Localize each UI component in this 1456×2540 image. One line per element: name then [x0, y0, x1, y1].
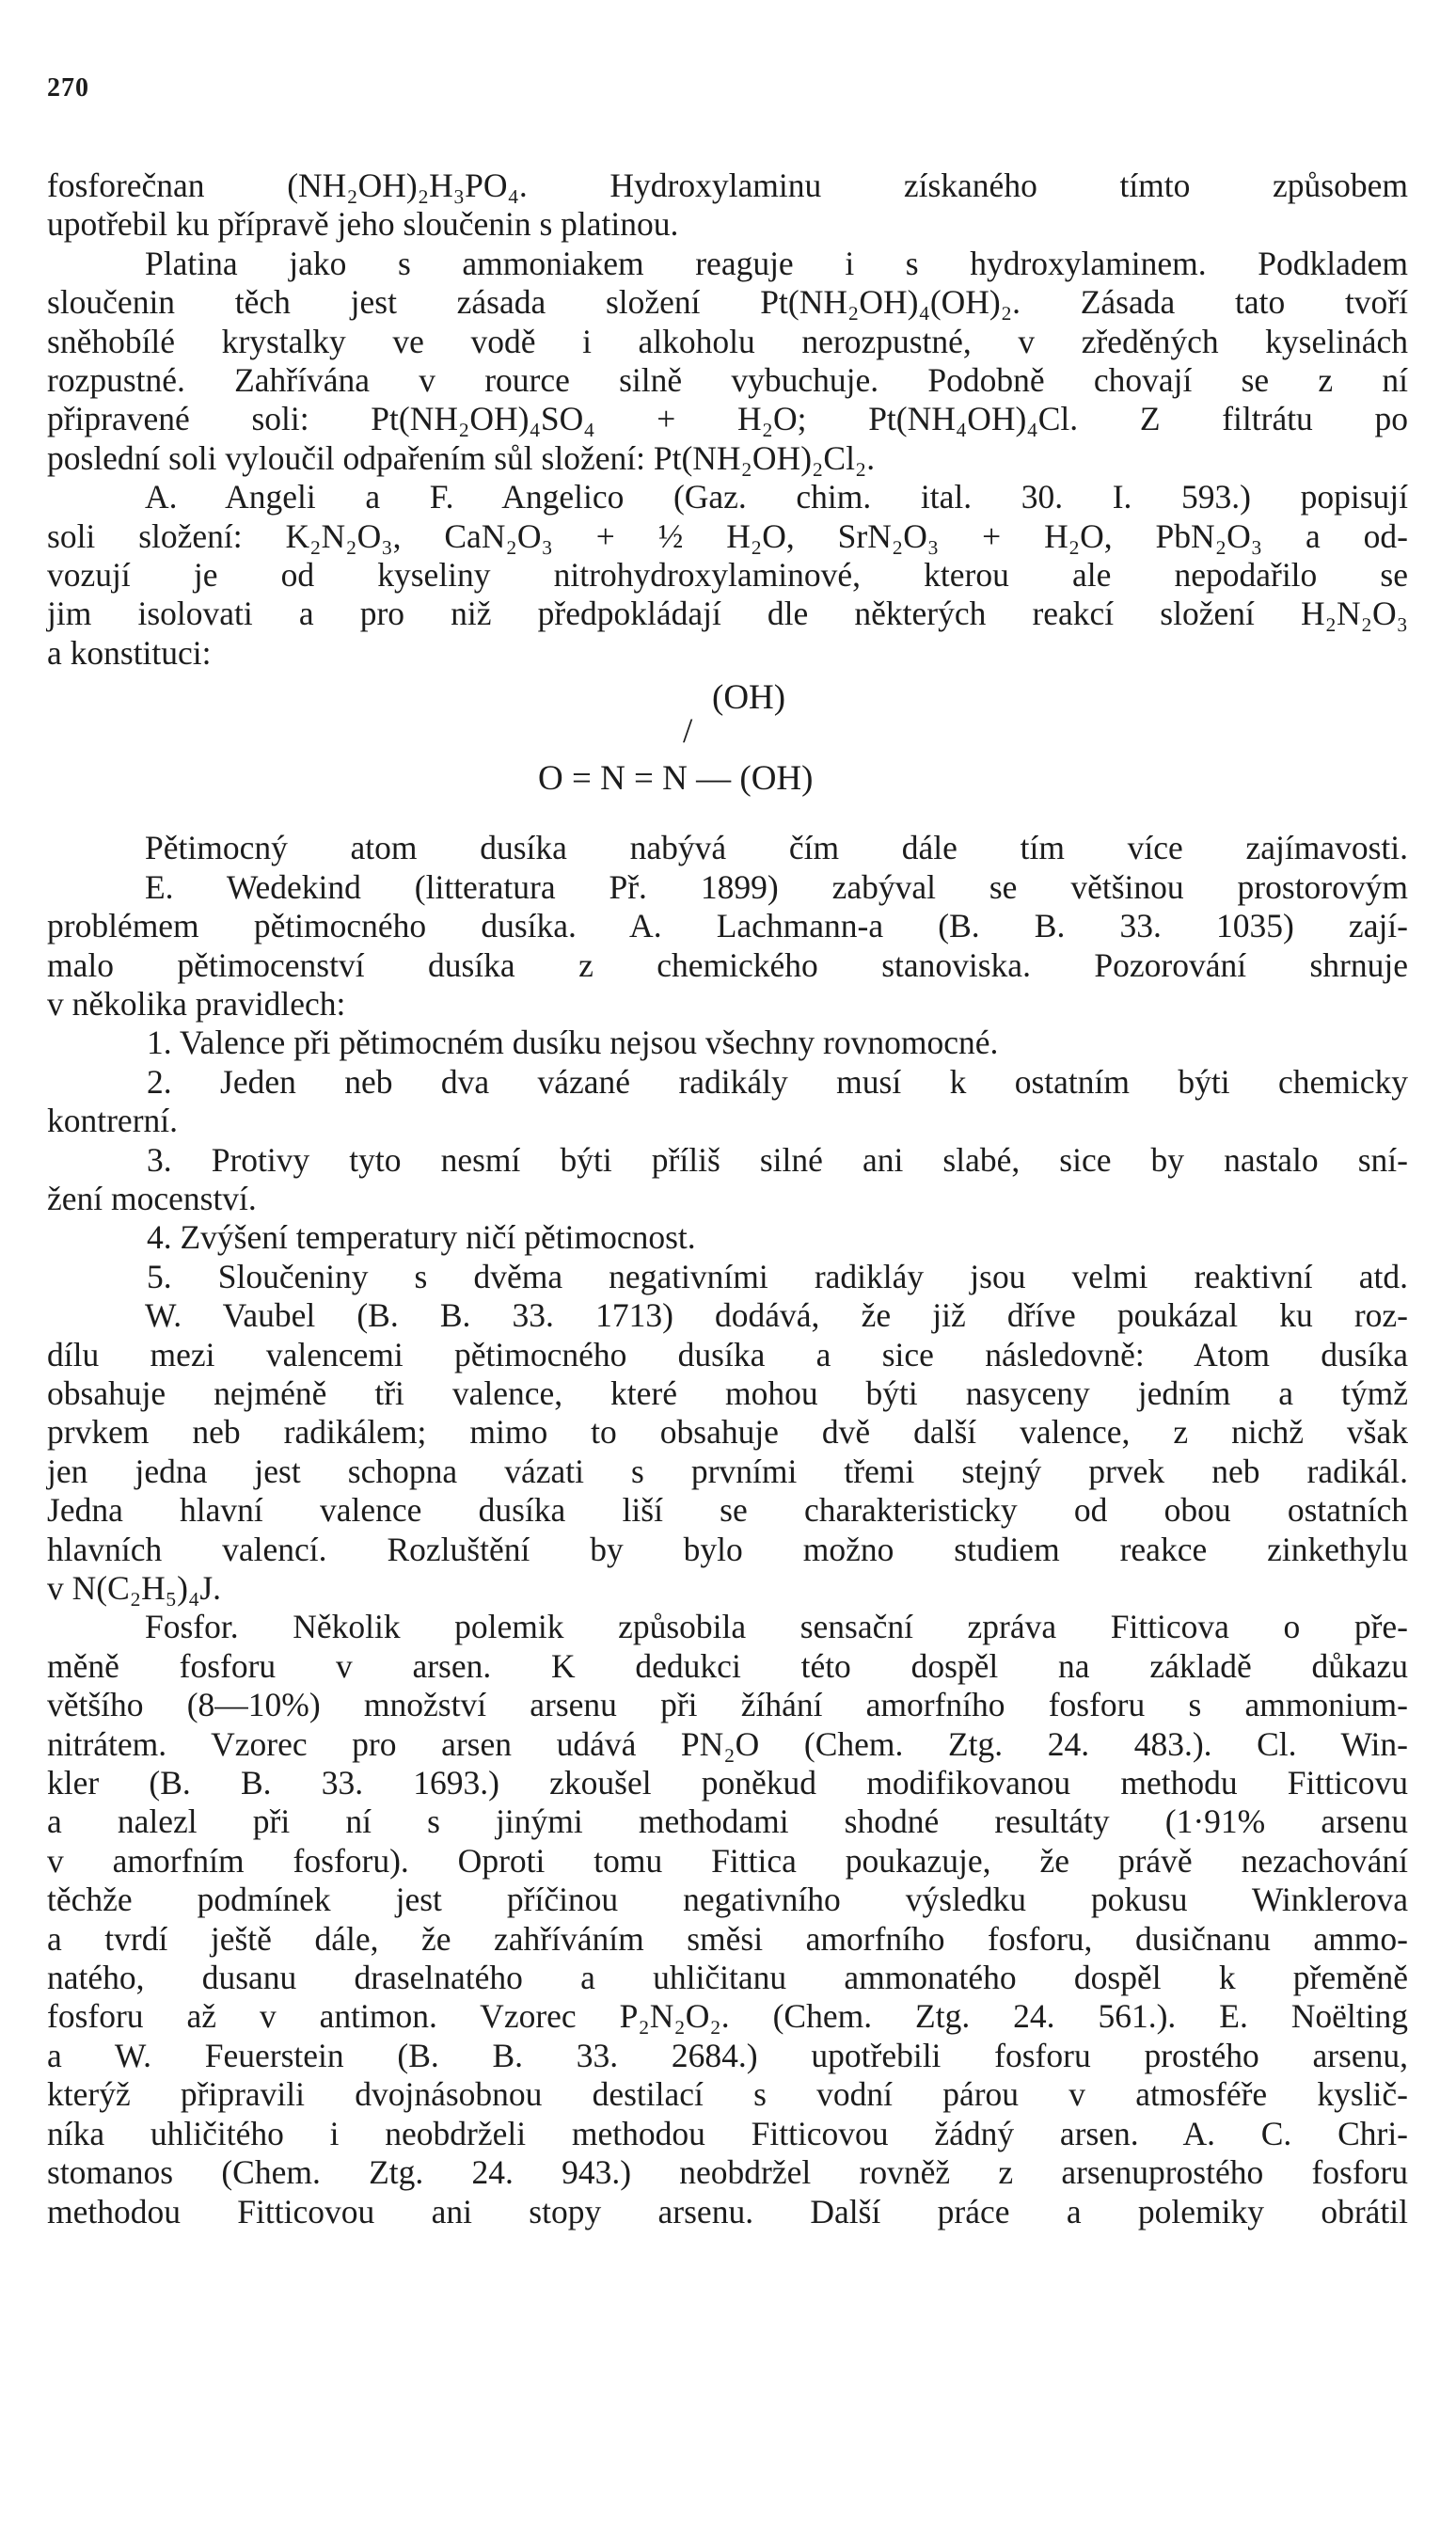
text-line: rozpustné. Zahřívána v rource silně vybuchuje. Podobně chovají se z ní	[47, 361, 1408, 400]
body-text	[47, 167, 1408, 2231]
page-number: 270	[47, 73, 89, 103]
text-line: kontrerní.	[47, 1102, 179, 1140]
list-item: 4. Zvýšení temperatury ničí pětimocnost.	[147, 1218, 696, 1257]
text-line: jen jedna jest schopna vázati s prvními třemi stejný prvek neb radikál.	[47, 1452, 1408, 1490]
text-line: v několika pravidlech:	[47, 984, 346, 1023]
text-line: problémem pětimocného dusíka. A. Lachmann-a (B. B. 33. 1035) zají-	[47, 907, 1408, 945]
text-line: těchže podmínek jest příčinou negativního výsledku pokusu Winklerova	[47, 1881, 1408, 1919]
text-line: kterýž připravili dvojnásobnou destilací s vodní párou v atmosféře kyslič-	[47, 2075, 1408, 2114]
text-line: upotřebil ku přípravě jeho sloučenin s platinou.	[47, 205, 679, 244]
text-line: Pětimocný atom dusíka nabývá čím dále tím více zajímavosti.	[145, 829, 1408, 867]
list-item: 2. Jeden neb dva vázané radikály musí k ostatním býti chemicky	[147, 1062, 1408, 1101]
text-line: sněhobílé krystalky ve vodě i alkoholu nerozpustné, v zředěných kyselinách	[47, 322, 1408, 360]
text-line: sloučenin těch jest zásada složení Pt(NH₂OH)₄(OH)₂. Zásada tato tvoří	[47, 283, 1408, 322]
list-item: 5. Sloučeniny s dvěma negativními radikláy jsou velmi reaktivní atd.	[147, 1257, 1408, 1295]
text-line: Fosfor. Několik polemik způsobila sensační zpráva Fitticova o pře-	[145, 1608, 1408, 1646]
text-line: níka uhličitého i neobdrželi methodou Fitticovou žádný arsen. A. C. Chri-	[47, 2114, 1408, 2152]
text-line: fosforu až v antimon. Vzorec P₂N₂O₂. (Chem. Ztg. 24. 561.). E. Noëlting	[47, 1997, 1408, 2036]
text-line: a W. Feuerstein (B. B. 33. 2684.) upotřebili fosforu prostého arsenu,	[47, 2036, 1408, 2074]
text-line: a nalezl při ní s jinými methodami shodné resultáty (1·91% arsenu	[47, 1802, 1408, 1841]
text-line: W. Vaubel (B. B. 33. 1713) dodává, že již dříve poukázal ku roz-	[145, 1296, 1408, 1335]
text-line: natého, dusanu draselnatého a uhličitanu ammonatého dospěl k přeměně	[47, 1959, 1408, 1997]
text-line: kler (B. B. 33. 1693.) zkoušel poněkud modifikovanou methodu Fitticovu	[47, 1764, 1408, 1802]
formula-hydroxyl-group: (OH)	[712, 678, 786, 718]
text-line: vozují je od kyseliny nitrohydroxylaminové, kterou ale nepodařilo se	[47, 556, 1408, 595]
text-line: prvkem neb radikálem; mimo to obsahuje dvě další valence, z nichž však	[47, 1413, 1408, 1452]
text-line: v amorfním fosforu). Oproti tomu Fittica poukazuje, že právě nezachování	[47, 1841, 1408, 1880]
text-line: E. Wedekind (litteratura Př. 1899) zabýval se většinou prostorovým	[145, 867, 1408, 906]
text-line: jim isolovati a pro niž předpokládají dle některých reakcí složení H₂N₂O₃	[47, 595, 1408, 633]
text-line: většího (8—10%) množství arsenu při žíhání amorfního fosforu s ammonium-	[47, 1686, 1408, 1724]
structural-formula	[47, 673, 1408, 829]
text-line: měně fosforu v arsen. K dedukci této dospěl na základě důkazu	[47, 1646, 1408, 1685]
text-line: v N(C₂H₅)₄J.	[47, 1569, 222, 1607]
formula-main-chain: O = N = N — (OH)	[538, 759, 814, 799]
list-item: 3. Protivy tyto nesmí býti příliš silné ani slabé, sice by nastalo sní-	[147, 1140, 1408, 1179]
text-line: hlavních valencí. Rozluštění by bylo možno studiem reakce zinkethylu	[47, 1530, 1408, 1568]
text-line: a tvrdí ještě dále, že zahříváním směsi amorfního fosforu, dusičnanu ammo-	[47, 1919, 1408, 1958]
text-line: A. Angeli a F. Angelico (Gaz. chim. ital. 30. I. 593.) popisují	[145, 478, 1408, 516]
text-line: připravené soli: Pt(NH₂OH)₄SO₄ + H₂O; Pt(NH₄OH)₄Cl. Z filtrátu po	[47, 400, 1408, 438]
list-item: 1. Valence při pětimocném dusíku nejsou všechny rovnomocné.	[147, 1024, 999, 1062]
text-line: malo pětimocenství dusíka z chemického stanoviska. Pozorování shrnuje	[47, 945, 1408, 984]
text-line: poslední soli vyloučil odpařením sůl složení: Pt(NH₂OH)₂Cl₂.	[47, 438, 876, 477]
text-line: obsahuje nejméně tři valence, které mohou býti nasyceny jedním a týmž	[47, 1373, 1408, 1412]
text-line: soli složení: K₂N₂O₃, CaN₂O₃ + ½ H₂O, SrN₂O₃ + H₂O, PbN₂O₃ a od-	[47, 516, 1408, 555]
text-line: a konstituci:	[47, 633, 212, 672]
text-line: Platina jako s ammoniakem reaguje i s hydroxylaminem. Podkladem	[145, 244, 1408, 282]
text-line: nitrátem. Vzorec pro arsen udává PN₂O (Chem. Ztg. 24. 483.). Cl. Win-	[47, 1724, 1408, 1763]
formula-bond: /	[683, 712, 693, 752]
text-line: dílu mezi valencemi pětimocného dusíka a sice následovně: Atom dusíka	[47, 1335, 1408, 1373]
text-line: methodou Fitticovou ani stopy arsenu. Další práce a polemiky obrátil	[47, 2192, 1408, 2230]
text-line: žení mocenství.	[47, 1179, 257, 1217]
text-line: stomanos (Chem. Ztg. 24. 943.) neobdržel rovněž z arsenuprostého fosforu	[47, 2153, 1408, 2192]
text-line: fosforečnan (NH₂OH)₂H₃PO₄. Hydroxylaminu získaného tímto způsobem	[47, 167, 1408, 204]
text-line: Jedna hlavní valence dusíka liší se charakteristicky od obou ostatních	[47, 1491, 1408, 1530]
